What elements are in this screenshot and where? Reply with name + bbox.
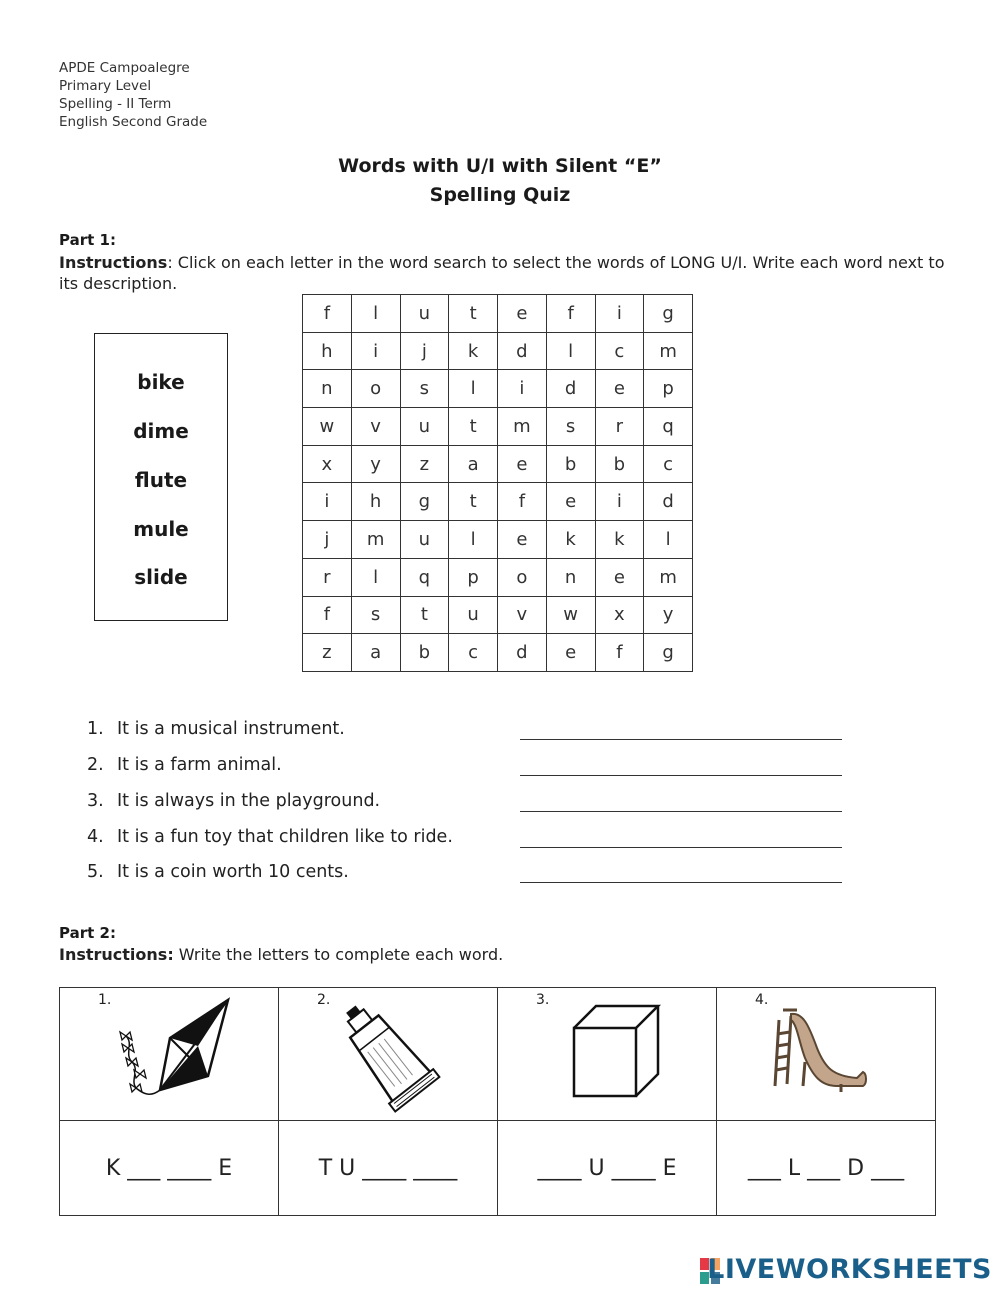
question-3 bbox=[87, 791, 380, 811]
grid-letter-cell[interactable]: u bbox=[449, 596, 498, 634]
grid-letter-cell[interactable]: g bbox=[644, 634, 693, 672]
grid-letter-cell[interactable]: p bbox=[449, 558, 498, 596]
grid-letter-cell[interactable]: l bbox=[449, 370, 498, 408]
grid-row bbox=[303, 483, 693, 521]
word-blank-4[interactable]: ___ L ___ D ___ bbox=[717, 1121, 936, 1216]
grid-letter-cell[interactable]: i bbox=[595, 483, 644, 521]
question-number: 2. bbox=[87, 755, 104, 775]
grid-row bbox=[303, 370, 693, 408]
grid-row bbox=[303, 445, 693, 483]
answer-line-3[interactable] bbox=[520, 811, 842, 812]
grid-letter-cell[interactable]: l bbox=[351, 558, 400, 596]
question-number: 1. bbox=[87, 719, 104, 739]
grid-letter-cell[interactable]: e bbox=[595, 558, 644, 596]
grid-row bbox=[303, 408, 693, 446]
grid-letter-cell[interactable]: h bbox=[351, 483, 400, 521]
grid-row bbox=[303, 332, 693, 370]
grid-letter-cell[interactable]: n bbox=[546, 558, 595, 596]
grid-letter-cell[interactable]: g bbox=[644, 295, 693, 333]
grid-letter-cell[interactable]: q bbox=[644, 408, 693, 446]
grid-letter-cell[interactable]: t bbox=[449, 408, 498, 446]
grid-row bbox=[303, 634, 693, 672]
question-text: It is a coin worth 10 cents. bbox=[117, 862, 349, 882]
grid-letter-cell[interactable]: k bbox=[546, 521, 595, 559]
question-1 bbox=[87, 719, 345, 739]
grid-letter-cell[interactable]: t bbox=[449, 483, 498, 521]
grid-letter-cell[interactable]: s bbox=[400, 370, 449, 408]
grid-letter-cell[interactable]: c bbox=[644, 445, 693, 483]
grid-row bbox=[303, 558, 693, 596]
grid-letter-cell[interactable]: s bbox=[351, 596, 400, 634]
question-text: It is a farm animal. bbox=[117, 755, 282, 775]
part2-instructions-label: Instructions: bbox=[59, 945, 174, 964]
grid-letter-cell[interactable]: k bbox=[449, 332, 498, 370]
grid-letter-cell[interactable]: d bbox=[546, 370, 595, 408]
grid-letter-cell[interactable]: v bbox=[351, 408, 400, 446]
grid-letter-cell[interactable]: r bbox=[303, 558, 352, 596]
grid-letter-cell[interactable]: x bbox=[303, 445, 352, 483]
grid-letter-cell[interactable]: l bbox=[644, 521, 693, 559]
grid-letter-cell[interactable]: p bbox=[644, 370, 693, 408]
item-number: 1. bbox=[98, 992, 112, 1008]
word-bank-item: slide bbox=[134, 565, 188, 589]
glue-tube-icon bbox=[279, 988, 497, 1120]
grid-letter-cell[interactable]: r bbox=[595, 408, 644, 446]
grid-letter-cell[interactable]: n bbox=[303, 370, 352, 408]
grid-letter-cell[interactable]: f bbox=[595, 634, 644, 672]
grid-letter-cell[interactable]: e bbox=[498, 445, 547, 483]
header-line-school: APDE Campoalegre bbox=[59, 60, 190, 76]
grid-letter-cell[interactable]: m bbox=[644, 332, 693, 370]
grid-letter-cell[interactable]: y bbox=[351, 445, 400, 483]
grid-letter-cell[interactable]: w bbox=[546, 596, 595, 634]
grid-letter-cell[interactable]: c bbox=[595, 332, 644, 370]
picture-cell-3 bbox=[498, 988, 717, 1121]
grid-letter-cell[interactable]: z bbox=[400, 445, 449, 483]
grid-letter-cell[interactable]: j bbox=[400, 332, 449, 370]
picture-cell-1 bbox=[60, 988, 279, 1121]
grid-letter-cell[interactable]: t bbox=[400, 596, 449, 634]
grid-letter-cell[interactable]: e bbox=[546, 634, 595, 672]
question-number: 4. bbox=[87, 827, 104, 847]
grid-letter-cell[interactable]: m bbox=[644, 558, 693, 596]
page-subtitle: Spelling Quiz bbox=[429, 184, 571, 206]
grid-letter-cell[interactable]: f bbox=[303, 596, 352, 634]
grid-letter-cell[interactable]: d bbox=[644, 483, 693, 521]
grid-letter-cell[interactable]: e bbox=[498, 295, 547, 333]
part1-instructions-label: Instructions bbox=[59, 253, 168, 272]
grid-letter-cell[interactable]: j bbox=[303, 521, 352, 559]
part1-instructions-text: : Click on each letter in the word search to select the words of LONG U/I. Write each word next to its description. bbox=[59, 253, 945, 293]
grid-letter-cell[interactable]: k bbox=[595, 521, 644, 559]
word-blank-2[interactable]: T U ____ ____ bbox=[279, 1121, 498, 1216]
grid-letter-cell[interactable]: d bbox=[498, 332, 547, 370]
grid-letter-cell[interactable]: b bbox=[595, 445, 644, 483]
part1-instructions bbox=[59, 252, 949, 294]
item-number: 2. bbox=[317, 992, 331, 1008]
grid-letter-cell[interactable]: y bbox=[644, 596, 693, 634]
grid-letter-cell[interactable]: i bbox=[303, 483, 352, 521]
grid-letter-cell[interactable]: b bbox=[400, 634, 449, 672]
grid-letter-cell[interactable]: l bbox=[449, 521, 498, 559]
question-text: It is a fun toy that children like to ride. bbox=[117, 827, 453, 847]
grid-letter-cell[interactable]: u bbox=[400, 521, 449, 559]
grid-letter-cell[interactable]: u bbox=[400, 408, 449, 446]
header-line-subject: Spelling - II Term bbox=[59, 96, 172, 112]
grid-letter-cell[interactable]: u bbox=[400, 295, 449, 333]
grid-letter-cell[interactable]: o bbox=[351, 370, 400, 408]
header-line-level: Primary Level bbox=[59, 78, 152, 94]
grid-letter-cell[interactable]: c bbox=[449, 634, 498, 672]
grid-letter-cell[interactable]: e bbox=[498, 521, 547, 559]
grid-letter-cell[interactable]: e bbox=[546, 483, 595, 521]
grid-letter-cell[interactable]: z bbox=[303, 634, 352, 672]
header-line-grade: English Second Grade bbox=[59, 114, 208, 130]
word-completion-table bbox=[59, 987, 936, 1216]
grid-letter-cell[interactable]: d bbox=[498, 634, 547, 672]
word-bank-item: flute bbox=[134, 468, 188, 492]
word-blank-1[interactable]: K ___ ____ E bbox=[60, 1121, 279, 1216]
grid-letter-cell[interactable]: s bbox=[546, 408, 595, 446]
grid-letter-cell[interactable]: w bbox=[303, 408, 352, 446]
cube-icon bbox=[498, 988, 716, 1120]
question-number: 5. bbox=[87, 862, 104, 882]
question-text: It is always in the playground. bbox=[117, 791, 381, 811]
question-number: 3. bbox=[87, 791, 104, 811]
word-bank-item: mule bbox=[133, 517, 189, 541]
grid-row bbox=[303, 596, 693, 634]
picture-cell-2 bbox=[279, 988, 498, 1121]
grid-letter-cell[interactable]: b bbox=[546, 445, 595, 483]
item-number: 3. bbox=[536, 992, 550, 1008]
grid-letter-cell[interactable]: i bbox=[351, 332, 400, 370]
grid-letter-cell[interactable]: t bbox=[449, 295, 498, 333]
grid-letter-cell[interactable]: e bbox=[595, 370, 644, 408]
word-bank-item: bike bbox=[137, 370, 185, 394]
grid-letter-cell[interactable]: m bbox=[351, 521, 400, 559]
school-header bbox=[59, 59, 207, 131]
kite-icon bbox=[60, 988, 278, 1120]
answer-line-4[interactable] bbox=[520, 847, 842, 848]
slide-icon bbox=[717, 988, 935, 1120]
grid-letter-cell[interactable]: o bbox=[498, 558, 547, 596]
grid-row bbox=[303, 295, 693, 333]
grid-letter-cell[interactable]: g bbox=[400, 483, 449, 521]
page-title: Words with U/I with Silent “E” bbox=[338, 155, 662, 177]
grid-letter-cell[interactable]: f bbox=[546, 295, 595, 333]
grid-letter-cell[interactable]: i bbox=[498, 370, 547, 408]
item-number: 4. bbox=[755, 992, 769, 1008]
word-bank-item: dime bbox=[133, 419, 189, 443]
grid-letter-cell[interactable]: v bbox=[498, 596, 547, 634]
grid-letter-cell[interactable]: i bbox=[595, 295, 644, 333]
word-search-grid bbox=[302, 294, 693, 672]
question-4 bbox=[87, 827, 453, 847]
grid-letter-cell[interactable]: a bbox=[449, 445, 498, 483]
picture-cell-4 bbox=[717, 988, 936, 1121]
grid-letter-cell[interactable]: h bbox=[303, 332, 352, 370]
question-text: It is a musical instrument. bbox=[117, 719, 345, 739]
grid-letter-cell[interactable]: l bbox=[546, 332, 595, 370]
word-blank-3[interactable]: ____ U ____ E bbox=[498, 1121, 717, 1216]
grid-letter-cell[interactable]: m bbox=[498, 408, 547, 446]
grid-row bbox=[303, 521, 693, 559]
grid-letter-cell[interactable]: l bbox=[351, 295, 400, 333]
answer-line-2[interactable] bbox=[520, 775, 842, 776]
question-5 bbox=[87, 862, 349, 882]
grid-letter-cell[interactable]: x bbox=[595, 596, 644, 634]
grid-letter-cell[interactable]: q bbox=[400, 558, 449, 596]
part2-instructions-text: Write the letters to complete each word. bbox=[173, 945, 504, 964]
grid-letter-cell[interactable]: f bbox=[498, 483, 547, 521]
part2-label: Part 2: bbox=[59, 924, 116, 942]
grid-letter-cell[interactable]: a bbox=[351, 634, 400, 672]
word-bank bbox=[94, 333, 228, 621]
question-2 bbox=[87, 755, 282, 775]
part1-label: Part 1: bbox=[59, 231, 116, 249]
part2-instructions bbox=[59, 944, 949, 965]
grid-letter-cell[interactable]: f bbox=[303, 295, 352, 333]
answer-line-1[interactable] bbox=[520, 739, 842, 740]
footer-brand[interactable]: LIVEWORKSHEETS bbox=[707, 1254, 992, 1285]
answer-line-5[interactable] bbox=[520, 882, 842, 883]
